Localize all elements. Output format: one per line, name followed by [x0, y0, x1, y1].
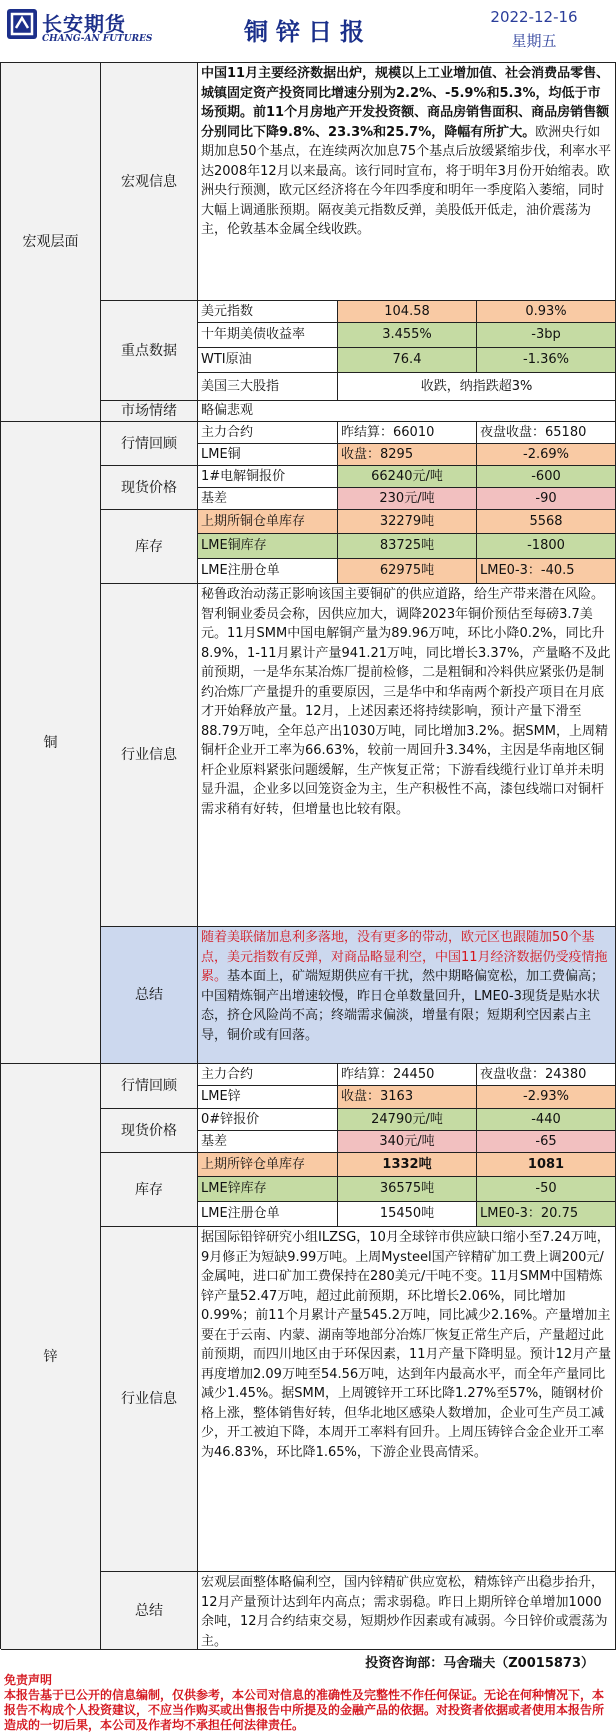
macro-info-body: 欧洲央行如期加息50个基点，在连续两次加息75个基点后放缓紧缩步伐，利率水平达2008年12月以来最高。该行同时宣布，将于明年3月份开始缩表。欧洲央行预测，欧元区经济将在今年四季度和明年一季度陷入萎缩，同时大幅上调通胀预期。隔夜美元指数反弹，美股低开低走，油价震荡为主，伦敦基本金属全线收跌。 [201, 124, 612, 237]
report-table [0, 62, 616, 1649]
zinc-review-v2-lme: -2.93% [477, 1086, 616, 1109]
macro-key-label: 重点数据 [101, 301, 198, 401]
copper-review-v2-main: 夜盘收盘：65180 [477, 422, 616, 444]
zinc-stock-v1-lme: 36575吨 [338, 1177, 477, 1202]
key-name-dxy: 美元指数 [198, 301, 338, 323]
zinc-spot-v1-basis: 340元/吨 [338, 1131, 477, 1153]
copper-review-v1-lme: 收盘：8295 [338, 444, 477, 466]
zinc-review-label: 行情回顾 [101, 1064, 198, 1109]
zinc-review-v1-main: 昨结算：24450 [338, 1064, 477, 1086]
copper-spot-v1-basis: 230元/吨 [338, 488, 477, 510]
copper-stock-name-lme: LME铜库存 [198, 534, 338, 559]
macro-mood-label: 市场情绪 [101, 401, 198, 422]
zinc-spot-name-basis: 基差 [198, 1131, 338, 1153]
copper-summary-label: 总结 [101, 927, 198, 1064]
copper-review-label: 行情回顾 [101, 422, 198, 466]
macro-info-text [198, 63, 616, 301]
zinc-stock-v1-warrant: 15450吨 [338, 1202, 477, 1227]
copper-stock-v1-shfe: 32279吨 [338, 510, 477, 534]
report-header [0, 0, 616, 62]
copper-stock-v1-warrant: 62975吨 [338, 559, 477, 584]
zinc-review-name-main: 主力合约 [198, 1064, 338, 1086]
copper-summary-body: 基本面上，矿端短期供应有干扰，然中期略偏宽松，加工费偏高；中国精炼铜产出增速较慢，昨日仓单数量回升，LME0-3现货是贴水状态，挤仓风险尚不高；终端需求偏淡，增量有限；短期利空因素占主导，铜价或有回落。 [201, 969, 605, 1043]
zinc-stock-name-shfe: 上期所锌仓单库存 [198, 1153, 338, 1177]
copper-stock-name-shfe: 上期所铜仓单库存 [198, 510, 338, 534]
zinc-stock-name-warrant: LME注册仓单 [198, 1202, 338, 1227]
copper-spot-name-basis: 基差 [198, 488, 338, 510]
zinc-spot-v2-quote: -440 [477, 1109, 616, 1131]
copper-stock-v1-lme: 83725吨 [338, 534, 477, 559]
copper-stock-v2-warrant: LME0-3：-40.5 [477, 559, 616, 584]
zinc-summary-text: 宏观层面整体略偏利空，国内锌精矿供应宽松，精炼锌产出稳步抬升，12月产量预计达到年内高点；需求弱稳。昨日上期所锌仓单增加1000余吨，12月合约结束交易，短期炒作因素或有减弱。今日锌价或震荡为主。 [198, 1572, 616, 1650]
copper-spot-v1-quote: 66240元/吨 [338, 466, 477, 488]
copper-stock-v2-lme: -1800 [477, 534, 616, 559]
zinc-industry-label: 行业信息 [101, 1227, 198, 1572]
copper-summary-highlight: 随着美联储加息利多落地，没有更多的带动，欧元区也跟随加50个基点，美元指数有反弹，对商品略显利空，中国11月经济数据仍受疫情拖累。 [201, 930, 608, 984]
section-zinc: 锌 [1, 1064, 101, 1650]
zinc-spot-name-quote: 0#锌报价 [198, 1109, 338, 1131]
zinc-spot-v1-quote: 24790元/吨 [338, 1109, 477, 1131]
zinc-spot-label: 现货价格 [101, 1109, 198, 1153]
copper-spot-label: 现货价格 [101, 466, 198, 510]
key-v2-dxy: 0.93% [477, 301, 616, 323]
disclaimer-title: 免责声明 [4, 1673, 53, 1687]
key-v1-wti: 76.4 [338, 348, 477, 373]
macro-info-bold: 中国11月主要经济数据出炉，规模以上工业增加值、社会消费品零售、城镇固定资产投资同比增速分别为2.2%、-5.9%和5.3%，均低于市场预期。前11个月房地产开发投资额、商品房销售面积、商品房销售额分别同比下降9.8%、23.3%和25.7%，降幅有所扩大。 [201, 66, 610, 140]
key-v1-ust10y: 3.455% [338, 323, 477, 348]
key-name-us-indices: 美国三大股指 [198, 373, 338, 401]
copper-review-v2-lme: -2.69% [477, 444, 616, 466]
report-date: 2022-12-16 [490, 8, 578, 26]
copper-stock-label: 库存 [101, 510, 198, 584]
zinc-review-name-lme: LME锌 [198, 1086, 338, 1109]
copper-review-name-main: 主力合约 [198, 422, 338, 444]
copper-stock-name-warrant: LME注册仓单 [198, 559, 338, 584]
disclaimer-text: 本报告基于已公开的信息编制，仅供参考，本公司对信息的准确性及完整性不作任何保证。无论在何种情况下，本报告不构成个人投资建议，不应当作购买或出售报告中所提及的金融产品的依据。对投资者依据或者使用本报告所造成的一切后果，本公司及作者均不承担任何法律责任。 [4, 1688, 605, 1732]
disclaimer [0, 1673, 616, 1733]
section-copper: 铜 [1, 422, 101, 1064]
section-macro: 宏观层面 [1, 63, 101, 422]
page-title: 铜锌日报 [244, 18, 372, 46]
key-v1-dxy: 104.58 [338, 301, 477, 323]
copper-industry-text: 秘鲁政治动荡正影响该国主要铜矿的供应道路，给生产带来潜在风险。智利铜业委员会称，因供应加大，调降2023年铜价预估至每磅3.7美元。11月SMM中国电解铜产量为89.96万吨，环比小降0.2%，同比升8.9%，1-11月累计产量941.21万吨，同比增长3.37%，产量略不及此前预期，一是华东某冶炼厂提前检修，二是粗铜和冷料供应紧张仍是制约冶炼厂产量提升的重要原因，三是华中和华南两个新投产项目在月底才开始释放产量。12月，上述因素还将持续影响，预计产量下滑至88.79万吨，全年总产出1030万吨，同比增加3.2%。据SMM，上周精铜杆企业开工率为66.63%，较前一周回升3.34%，主因是华南地区铜杆企业原料紧张问题缓解，生产恢复正常；下游看线缆行业订单并未明显升温，企业多以回笼资金为主，生产积极性不高，漆包线端口对铜杆需求稍有好转，但增量也比较有限。 [198, 584, 616, 927]
consultant-line: 投资咨询部：马舍瑞夫（Z0015873） [365, 1656, 594, 1671]
zinc-stock-label: 库存 [101, 1153, 198, 1227]
copper-review-name-lme: LME铜 [198, 444, 338, 466]
key-v2-wti: -1.36% [477, 348, 616, 373]
zinc-spot-v2-basis: -65 [477, 1131, 616, 1153]
logo-text-cn: 长安期货 [42, 12, 126, 36]
logo-text-en: CHANG-AN FUTURES [42, 34, 153, 44]
copper-summary-text [198, 927, 616, 1064]
zinc-stock-v1-shfe: 1332吨 [338, 1153, 477, 1177]
copper-review-v1-main: 昨结算：66010 [338, 422, 477, 444]
zinc-stock-v2-shfe: 1081 [477, 1153, 616, 1177]
zinc-summary-label: 总结 [101, 1572, 198, 1650]
copper-spot-v2-quote: -600 [477, 466, 616, 488]
copper-stock-v2-shfe: 5568 [477, 510, 616, 534]
key-v1-us-indices: 收跌，纳指跌超3% [338, 373, 616, 401]
macro-mood-value: 略偏悲观 [198, 401, 616, 422]
copper-spot-name-quote: 1#电解铜报价 [198, 466, 338, 488]
copper-industry-label: 行业信息 [101, 584, 198, 927]
macro-info-label: 宏观信息 [101, 63, 198, 301]
key-v2-ust10y: -3bp [477, 323, 616, 348]
zinc-stock-v2-warrant: LME0-3：20.75 [477, 1202, 616, 1227]
zinc-review-v1-lme: 收盘：3163 [338, 1086, 477, 1109]
zinc-stock-name-lme: LME锌库存 [198, 1177, 338, 1202]
copper-spot-v2-basis: -90 [477, 488, 616, 510]
report-weekday: 星期五 [511, 32, 557, 50]
zinc-stock-v2-lme: -50 [477, 1177, 616, 1202]
zinc-industry-text: 据国际铅锌研究小组ILZSG，10月全球锌市供应缺口缩小至7.24万吨，9月修正为短缺9.99万吨。上周Mysteel国产锌精矿加工费上调200元/金属吨，进口矿加工费保持在280美元/干吨不变。11月SMM中国精炼锌产量52.47万吨，超过此前预期，环比增长2.06%，同比增加0.99%；前11个月累计产量545.2万吨，同比减少2.16%。产量增加主要在于云南、内蒙、湖南等地部分冶炼厂恢复正常生产后，产量超过此前预期，而四川地区由于环保因素，11月产量下降明显。预计12月产量再度增加2.09万吨至54.56万吨，达到年内最高水平，而全年产量同比减少1.45%。据SMM，上周镀锌开工环比降1.27%至57%，随钢材价格上涨，整体销售好转，但华北地区感染人数增加，企业可生产员工减少，开工被迫下降，本周开工率料有回升。上周压铸锌合金企业开工率为46.83%，环比降1.65%，下游企业畏高情采。 [198, 1227, 616, 1572]
zinc-review-v2-main: 夜盘收盘：24380 [477, 1064, 616, 1086]
key-name-ust10y: 十年期美债收益率 [198, 323, 338, 348]
key-name-wti: WTI原油 [198, 348, 338, 373]
